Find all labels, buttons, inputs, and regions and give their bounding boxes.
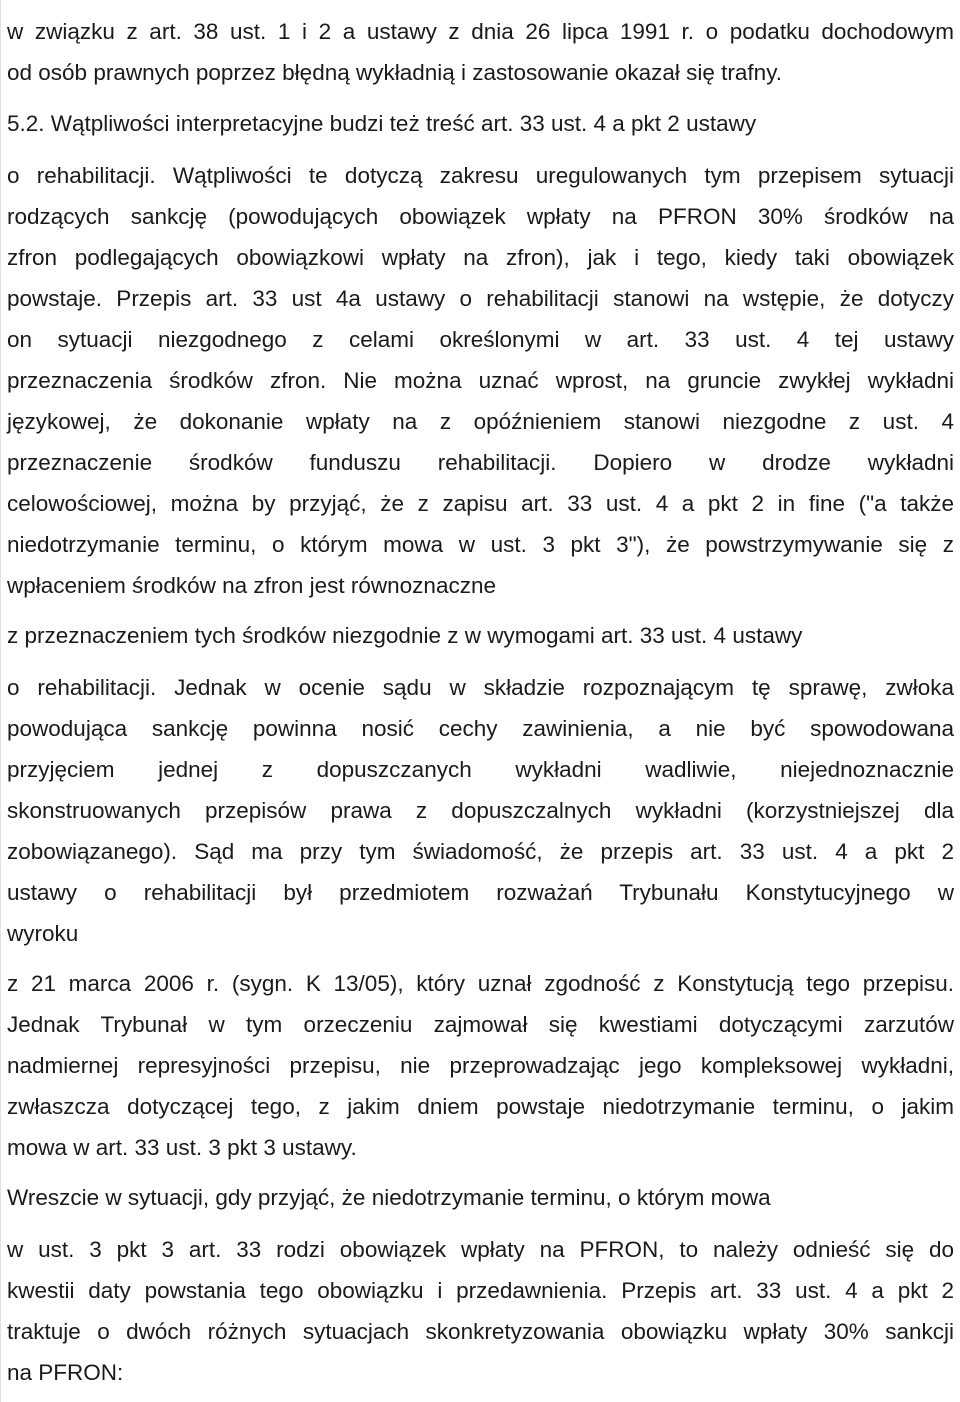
text-line: przeznaczenia środków zfron. Nie można uznać wprost, na gruncie zwykłej wykładni bbox=[7, 368, 954, 393]
text-line: od osób prawnych poprzez błędną wykładnią i zastosowanie okazał się trafny. bbox=[7, 60, 783, 85]
paragraph-tribunal bbox=[7, 963, 954, 1168]
text-line: skonstruowanych przepisów prawa z dopuszczalnych wykładni (korzystniejszej dla bbox=[7, 798, 954, 823]
text-line: 5.2. Wątpliwości interpretacyjne budzi też treść art. 33 ust. 4 a pkt 2 ustawy bbox=[7, 111, 757, 136]
text-line: na PFRON: bbox=[7, 1360, 124, 1385]
text-line: powstaje. Przepis art. 33 ust 4a ustawy o rehabilitacji stanowi na wstępie, że dotyczy bbox=[7, 286, 954, 311]
text-line: z przeznaczeniem tych środków niezgodnie z w wymogami art. 33 ust. 4 ustawy bbox=[7, 623, 803, 648]
page-margin-rule bbox=[0, 0, 1, 1402]
text-line: o rehabilitacji. Jednak w ocenie sądu w składzie rozpoznającym tę sprawę, zwłoka bbox=[7, 675, 954, 700]
text-line: językowej, że dokonanie wpłaty na z opóźnieniem stanowi niezgodne z ust. 4 bbox=[7, 409, 954, 434]
text-line: mowa w art. 33 ust. 3 pkt 3 ustawy. bbox=[7, 1135, 357, 1160]
text-line: zwłaszcza dotyczącej tego, z jakim dniem powstaje niedotrzymanie terminu, o jakim bbox=[7, 1094, 954, 1119]
text-line: z 21 marca 2006 r. (sygn. K 13/05), który uznał zgodność z Konstytucją tego przepisu. bbox=[7, 971, 954, 996]
paragraph-line bbox=[7, 615, 954, 656]
text-line: Wreszcie w sytuacji, gdy przyjąć, że niedotrzymanie terminu, o którym mowa bbox=[7, 1185, 771, 1210]
paragraph-doubts bbox=[7, 155, 954, 606]
paragraph-line bbox=[7, 1177, 954, 1218]
section-heading-5-2 bbox=[7, 103, 954, 144]
paragraph-continuation bbox=[7, 11, 954, 93]
text-line: wpłaceniem środków na zfron jest równoznaczne bbox=[7, 573, 496, 598]
text-line: o rehabilitacji. Wątpliwości te dotyczą zakresu uregulowanych tym przepisem sytuacji bbox=[7, 163, 954, 188]
text-line: w ust. 3 pkt 3 art. 33 rodzi obowiązek wpłaty na PFRON, to należy odnieść się do bbox=[7, 1237, 954, 1262]
text-line: kwestii daty powstania tego obowiązku i przedawnienia. Przepis art. 33 ust. 4 a pkt 2 bbox=[7, 1278, 954, 1303]
text-line: zobowiązanego). Sąd ma przy tym świadomość, że przepis art. 33 ust. 4 a pkt 2 bbox=[7, 839, 954, 864]
text-line: ustawy o rehabilitacji był przedmiotem rozważań Trybunału Konstytucyjnego w bbox=[7, 880, 954, 905]
text-line: traktuje o dwóch różnych sytuacjach skonkretyzowania obowiązku wpłaty 30% sankcji bbox=[7, 1319, 954, 1344]
text-line: rodzących sankcję (powodujących obowiązek wpłaty na PFRON 30% środków na bbox=[7, 204, 954, 229]
text-line: w związku z art. 38 ust. 1 i 2 a ustawy z dnia 26 lipca 1991 r. o podatku dochodowym bbox=[7, 19, 954, 44]
text-line: przyjęciem jednej z dopuszczanych wykładni wadliwie, niejednoznacznie bbox=[7, 757, 954, 782]
text-line: wyroku bbox=[7, 921, 79, 946]
text-line: zfron podlegających obowiązkowi wpłaty na zfron), jak i tego, kiedy taki obowiązek bbox=[7, 245, 954, 270]
text-line: on sytuacji niezgodnego z celami określonymi w art. 33 ust. 4 tej ustawy bbox=[7, 327, 954, 352]
text-line: przeznaczenie środków funduszu rehabilitacji. Dopiero w drodze wykładni bbox=[7, 450, 954, 475]
text-line: nadmiernej represyjności przepisu, nie przeprowadzając jego kompleksowej wykładni, bbox=[7, 1053, 954, 1078]
paragraph-court-opinion bbox=[7, 667, 954, 954]
text-line: celowościowej, można by przyjąć, że z zapisu art. 33 ust. 4 a pkt 2 in fine ("a także bbox=[7, 491, 954, 516]
text-line: Jednak Trybunał w tym orzeczeniu zajmował się kwestiami dotyczącymi zarzutów bbox=[7, 1012, 954, 1037]
text-line: powodująca sankcję powinna nosić cechy zawinienia, a nie być spowodowana bbox=[7, 716, 954, 741]
text-line: niedotrzymanie terminu, o którym mowa w ust. 3 pkt 3"), że powstrzymywanie się z bbox=[7, 532, 954, 557]
paragraph-pfron-obligation bbox=[7, 1229, 954, 1393]
